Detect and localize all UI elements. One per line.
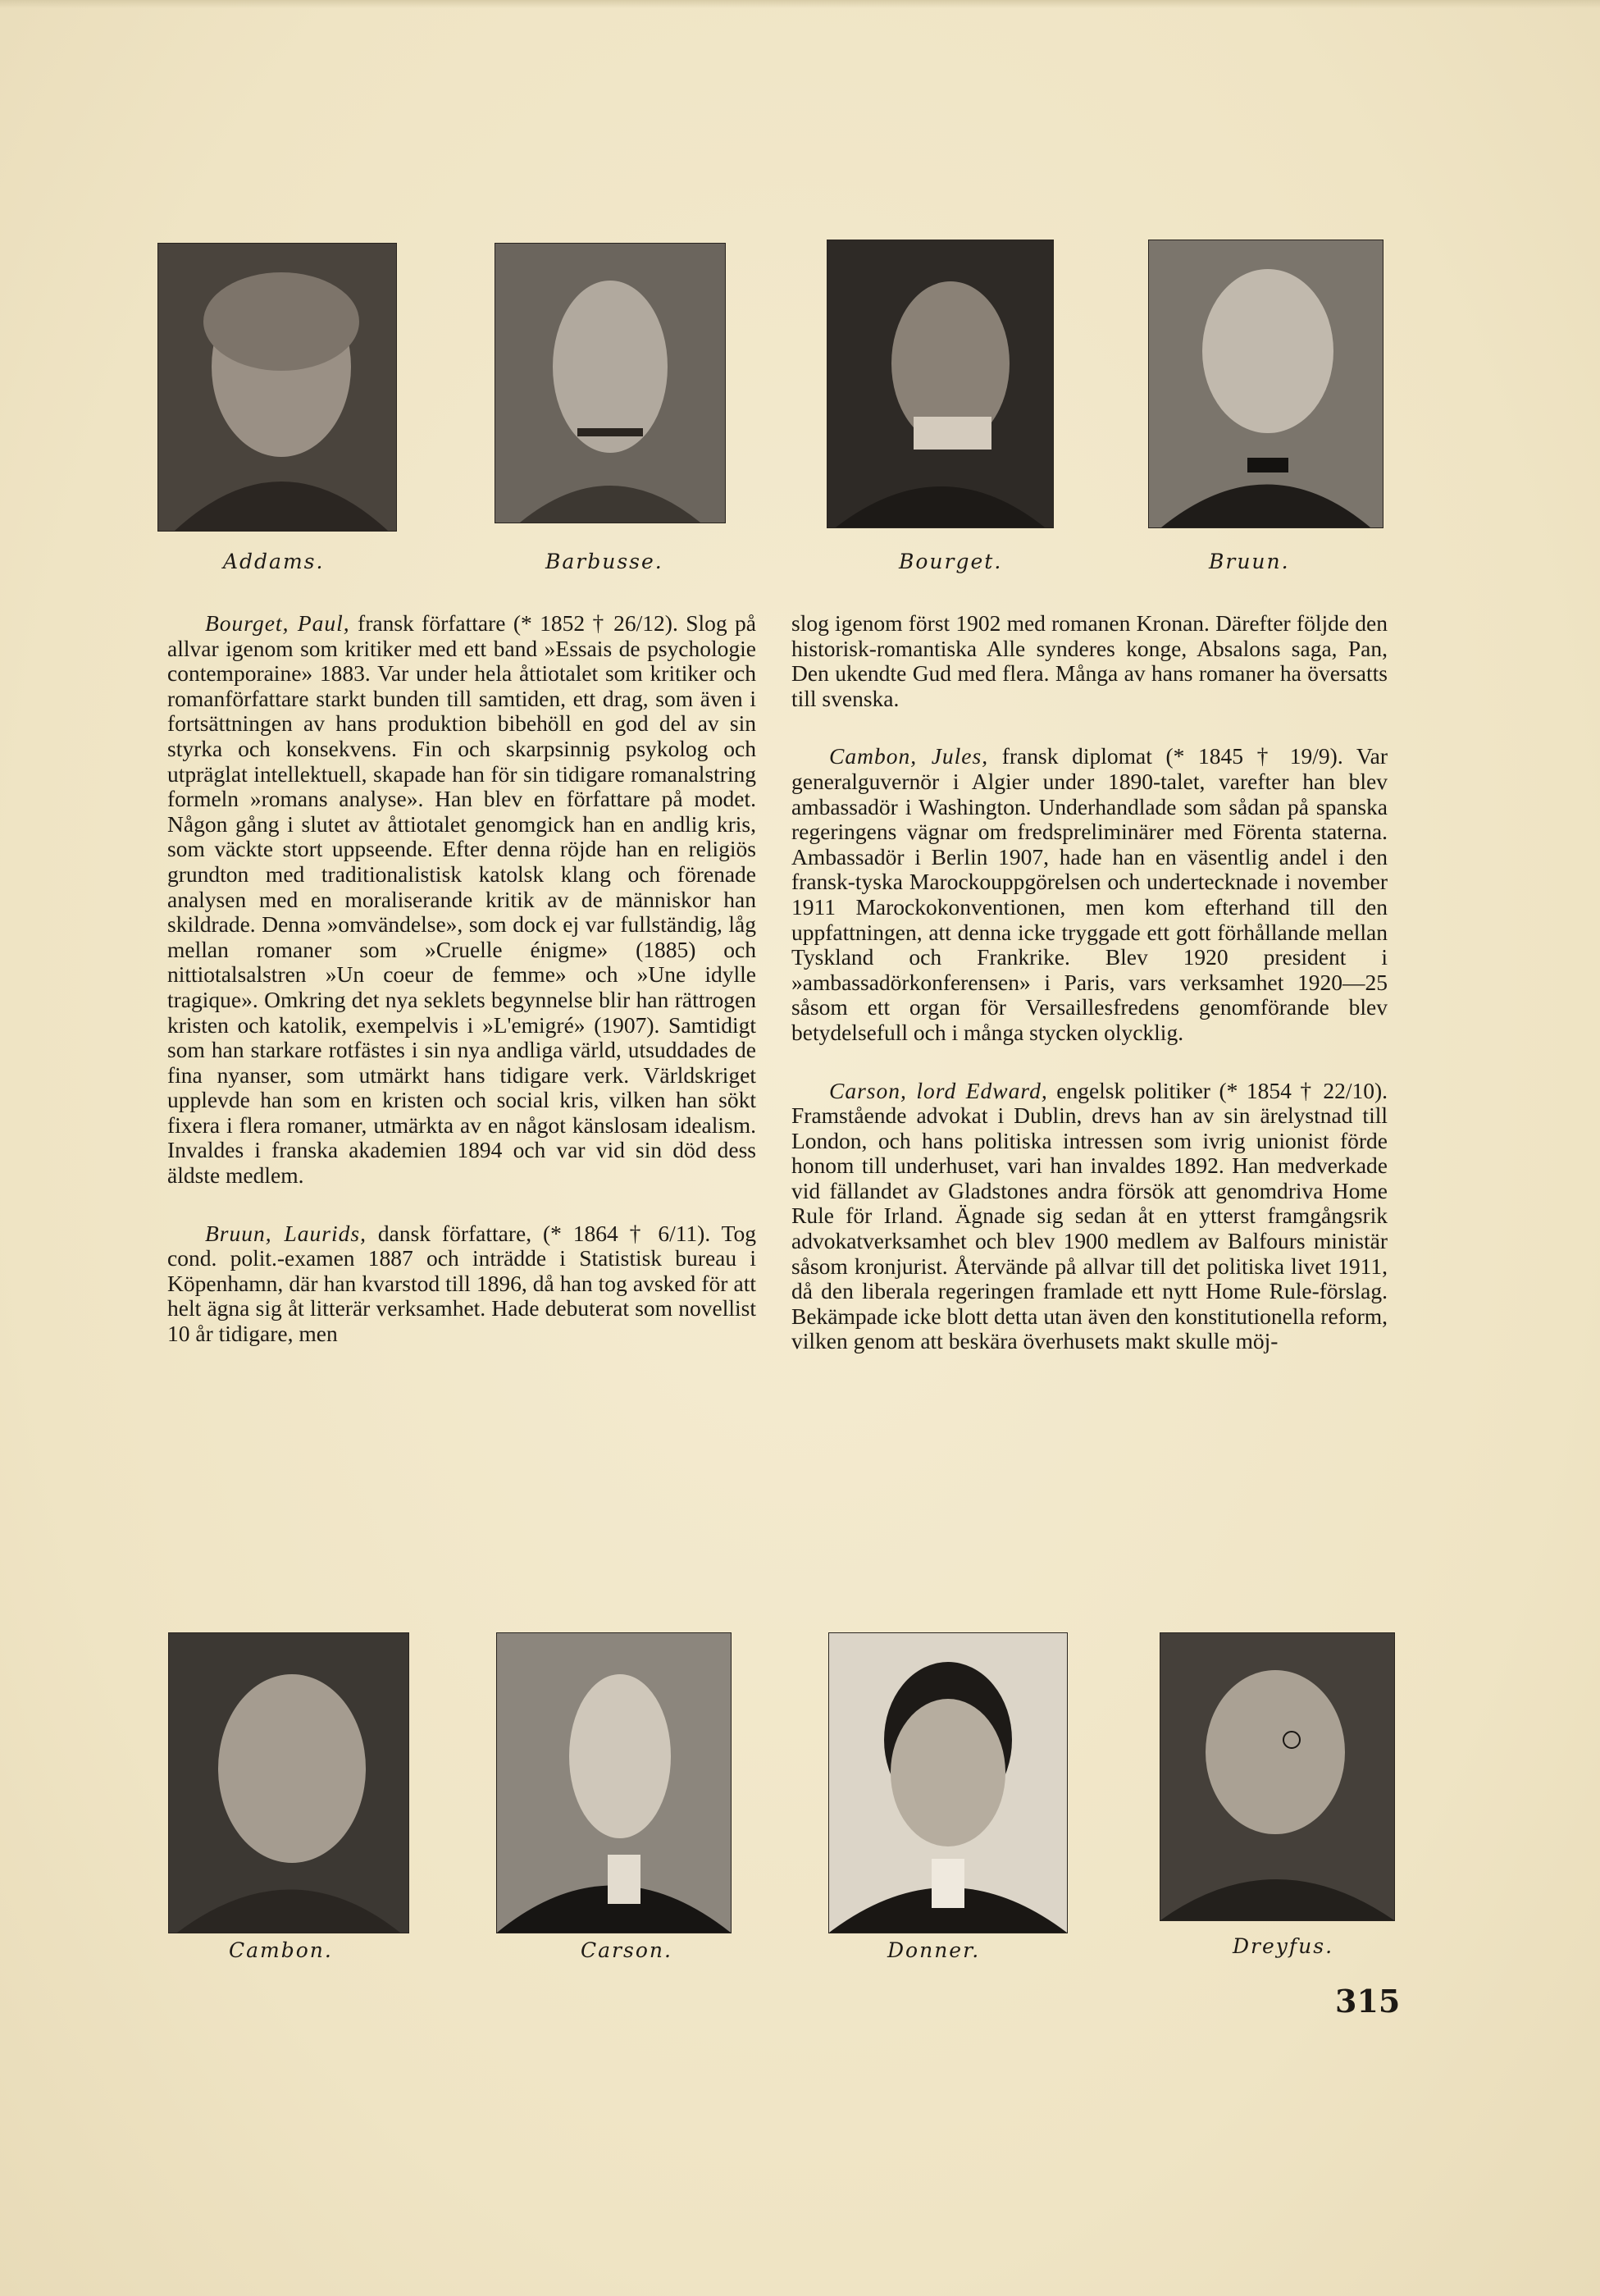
paper-edge [0,0,1600,8]
portrait-donner [828,1632,1068,1933]
entry-cambon-head: Cambon, Jules, [829,743,989,769]
portrait-cambon [168,1632,409,1933]
portrait-barbusse [495,243,726,523]
portrait-dreyfus [1160,1632,1395,1921]
entry-cambon [791,744,1388,1045]
entry-carson [791,1079,1388,1355]
right-column [791,611,1388,1354]
portrait-bruun [1148,240,1383,528]
entry-bruun-continued [791,611,1388,711]
entry-bruun-body: dansk författare, (* 1864 † 6/11). Tog cond. polit.-examen 1887 och inträdde i Statistisk bureau i Köpenhamn, där han kvarstod till 1896, då han tog avsked för att helt ägna sig åt litterär verksamhet. Hade debuterat som novellist 10 år tidigare, men [167,1220,756,1347]
portrait-bourget [827,240,1054,528]
entry-carson-body: engelsk politiker (* 1854 † 22/10). Framstående advokat i Dublin, drevs han av sin ärelystnad till London, och hans politiska intressen som ivrig unionist förde honom till underhuset, vari han invaldes 1892. Han medverkade vid fällandet av Gladstones andra försök att genomdriva Home Rule för Irland. Ägnade sig sedan åt en ytterst framgångsrik advokatverksamhet och blev 1900 medlem av Balfours ministär såsom kronjurist. Återvände på allvar till det politiska livet 1911, då den liberala regeringen framlade ett nytt Home Rule-förslag. Bekämpade icke blott detta utan även den konstitutionella reform, vilken genom att beskära överhusets makt skulle möj- [791,1077,1388,1354]
entry-bruun [167,1221,756,1347]
entry-bruun-head: Bruun, Laurids, [205,1220,367,1246]
portrait-carson [496,1632,732,1933]
entry-bourget [167,611,756,1189]
caption-bruun: Bruun. [1209,550,1290,573]
entry-bruun-continued-text: slog igenom först 1902 med romanen Kronan. Därefter följde den historisk-romantiska Alle synderes konge, Absalons saga, Pan, Den ukendte Gud med flera. Många av hans romaner ha översatts till svenska. [791,610,1388,711]
left-column [167,611,756,1347]
entry-bourget-body: fransk författare (* 1852 † 26/12). Slog på allvar igenom som kritiker med ett band »Essais de psychologie contemporaine» 1883. Var under hela åttiotalet som kritiker och romanförfattare starkt bunden till samtiden, ett drag, som även i fortsättningen av hans produktion bibehöll en god del av sin styrka och konsekvens. Fin och skarpsinnig psykolog och utpräglat intellektuell, skapade han för sin tidigare romanalstring formeln »romans analyse». Han blev en författare på modet. Någon gång i slutet av åttiotalet genomgick han en andlig kris, som väckte stort uppseende. Efter denna röjde han en religiös grundton med traditionalistisk katolsk klang och förenade analysen med en moraliserande kritik av de människor han skildrade. Denna »omvändelse», som dock ej var fullständig, låg mellan romaner som »Cruelle énigme» (1885) och nittiotalsalstren »Un coeur de femme» och »Une idylle tragique». Omkring det nya seklets begynnelse blir han rättrogen kristen och katolik, exempelvis i »L'emigré» (1907). Samtidigt som han starkare rotfästes i sin nya andliga värld, utsuddades de fina nyanser, som utmärkt hans tidigare verk. Världskriget upplevde han som en kristen och social kris, vilken han sökt fixera i flera romaner, utmärkta av en något känslosam idealism. Invaldes i franska akademien 1894 och var vid sin död dess äldste medlem. [167,610,756,1189]
caption-dreyfus: Dreyfus. [1233,1934,1334,1958]
caption-donner: Donner. [887,1938,981,1962]
caption-barbusse: Barbusse. [545,550,663,573]
entry-cambon-body: fransk diplomat (* 1845 † 19/9). Var generalguvernör i Algier under 1890-talet, varefter han blev ambassadör i Washington. Underhandlade som sådan på spanska regeringens vägnar om fredspreliminärer med Förenta staterna. Ambassadör i Berlin 1907, hade han en väsentlig andel i den fransk-tyska Marockouppgörelsen och undertecknade i november 1911 Marockokonventionen, men kom efterhand till den uppfattningen, att denna icke tryggade ett gott förhållande mellan Tyskland och Frankrike. Blev 1920 president i »ambassadörkonferensen» i Paris, vars verksamhet 1920—25 såsom ett organ för Versaillesfredens genomförande blev betydelsefull och i många stycken olycklig. [791,743,1388,1045]
entry-bourget-head: Bourget, Paul, [205,610,350,636]
page-number: 315 [1335,1983,1401,2020]
caption-cambon: Cambon. [229,1938,333,1962]
entry-carson-head: Carson, lord Edward, [829,1077,1048,1103]
caption-addams: Addams. [223,550,325,573]
portrait-addams [157,243,397,532]
caption-bourget: Bourget. [899,550,1003,573]
caption-carson: Carson. [581,1938,672,1962]
